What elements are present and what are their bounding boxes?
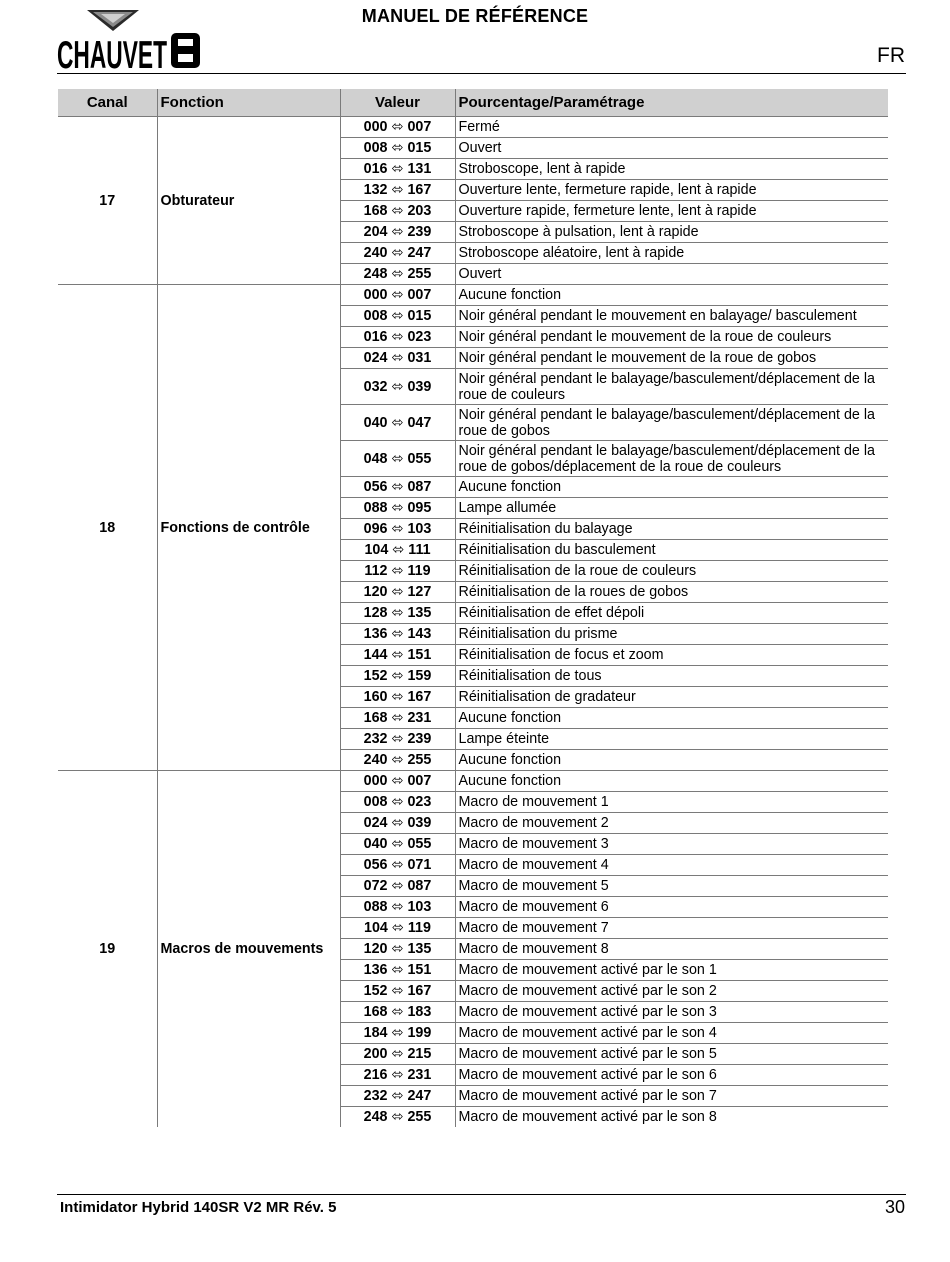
range-start: 072 — [363, 878, 388, 894]
double-arrow-icon: ⬄ — [391, 287, 404, 303]
range-end: 111 — [408, 542, 431, 558]
range-start: 056 — [363, 857, 388, 873]
range-end: 151 — [407, 647, 432, 663]
double-arrow-icon: ⬄ — [391, 161, 404, 177]
dmx-value-range — [340, 117, 455, 138]
double-arrow-icon: ⬄ — [391, 626, 404, 642]
double-arrow-icon: ⬄ — [391, 941, 404, 957]
dmx-value-range — [340, 180, 455, 201]
dmx-value-range — [340, 243, 455, 264]
range-start: 032 — [363, 378, 388, 395]
dmx-value-range — [340, 1023, 455, 1044]
range-start: 132 — [363, 182, 388, 198]
range-end: 095 — [407, 500, 432, 516]
setting-description: Réinitialisation de tous — [455, 666, 888, 687]
range-end: 231 — [407, 1067, 432, 1083]
range-start: 008 — [363, 308, 388, 324]
range-end: 015 — [407, 308, 432, 324]
channel-function: Obturateur — [157, 117, 340, 285]
setting-description: Stroboscope, lent à rapide — [455, 159, 888, 180]
range-start: 232 — [363, 731, 388, 747]
range-start: 104 — [364, 920, 388, 936]
double-arrow-icon: ⬄ — [391, 1025, 404, 1041]
dmx-value-range — [340, 138, 455, 159]
range-end: 135 — [407, 605, 432, 621]
range-end: 183 — [407, 1004, 432, 1020]
table-header-row — [58, 89, 888, 117]
range-start: 112 — [364, 563, 388, 579]
range-end: 023 — [407, 329, 432, 345]
double-arrow-icon: ⬄ — [391, 689, 404, 705]
double-arrow-icon: ⬄ — [391, 1046, 404, 1062]
dmx-value-range — [340, 771, 455, 792]
double-arrow-icon: ⬄ — [391, 731, 404, 747]
setting-description: Macro de mouvement activé par le son 5 — [455, 1044, 888, 1065]
setting-description: Ouvert — [455, 264, 888, 285]
double-arrow-icon: ⬄ — [391, 1088, 404, 1104]
setting-description: Réinitialisation de focus et zoom — [455, 645, 888, 666]
channel-number: 18 — [58, 285, 157, 771]
header-rule — [57, 73, 906, 74]
dmx-value-range — [340, 285, 455, 306]
double-arrow-icon: ⬄ — [391, 878, 404, 894]
dmx-value-range — [340, 1107, 455, 1128]
dmx-value-range — [340, 792, 455, 813]
dmx-value-range — [340, 1044, 455, 1065]
range-start: 204 — [363, 224, 388, 240]
range-start: 144 — [363, 647, 388, 663]
range-start: 168 — [363, 710, 388, 726]
dmx-value-range — [340, 750, 455, 771]
range-end: 167 — [407, 182, 432, 198]
range-end: 239 — [407, 224, 432, 240]
range-end: 131 — [407, 161, 432, 177]
dmx-value-range — [340, 561, 455, 582]
double-arrow-icon: ⬄ — [391, 584, 404, 600]
setting-description: Macro de mouvement activé par le son 2 — [455, 981, 888, 1002]
range-end: 127 — [407, 584, 432, 600]
dmx-value-range — [340, 645, 455, 666]
range-end: 119 — [407, 920, 431, 936]
svg-text:CHAUVET: CHAUVET — [57, 34, 168, 77]
dmx-value-range — [340, 876, 455, 897]
range-start: 056 — [363, 479, 388, 495]
setting-description: Réinitialisation du balayage — [455, 519, 888, 540]
double-arrow-icon: ⬄ — [391, 563, 404, 579]
double-arrow-icon: ⬄ — [391, 245, 404, 261]
range-end: 203 — [407, 203, 432, 219]
setting-description: Macro de mouvement activé par le son 8 — [458, 1109, 717, 1125]
range-start: 008 — [363, 794, 388, 810]
dmx-value-range — [340, 582, 455, 603]
dmx-value-range — [340, 1002, 455, 1023]
setting-description: Réinitialisation de gradateur — [455, 687, 888, 708]
setting-description: Noir général pendant le balayage/basculement/déplacement de la roue de gobos — [455, 405, 888, 441]
setting-description: Macro de mouvement activé par le son 6 — [455, 1065, 888, 1086]
double-arrow-icon: ⬄ — [391, 450, 404, 467]
range-start: 024 — [363, 350, 388, 366]
double-arrow-icon: ⬄ — [391, 710, 404, 726]
double-arrow-icon: ⬄ — [391, 203, 404, 219]
double-arrow-icon: ⬄ — [391, 414, 404, 431]
setting-description: Aucune fonction — [455, 285, 888, 306]
range-start: 120 — [363, 584, 388, 600]
range-start: 160 — [363, 689, 388, 705]
dmx-value-range — [340, 540, 455, 561]
channel-function: Fonctions de contrôle — [157, 285, 340, 771]
setting-description: Macro de mouvement 4 — [455, 855, 888, 876]
setting-description: Macro de mouvement activé par le son 3 — [455, 1002, 888, 1023]
double-arrow-icon: ⬄ — [392, 542, 405, 558]
range-start: 000 — [363, 287, 388, 303]
table-row — [58, 285, 888, 306]
range-end: 023 — [407, 794, 432, 810]
dmx-value-range — [340, 624, 455, 645]
dmx-value-range — [340, 159, 455, 180]
range-end: 255 — [407, 266, 432, 282]
dmx-value-range — [340, 498, 455, 519]
dmx-value-range — [340, 306, 455, 327]
channel-number: 19 — [58, 771, 157, 1128]
range-end: 231 — [407, 710, 432, 726]
manual-title: MANUEL DE RÉFÉRENCE — [361, 6, 589, 26]
dmx-channel-table — [58, 89, 888, 1127]
range-start: 168 — [363, 1004, 388, 1020]
range-end: 215 — [407, 1046, 432, 1062]
setting-description: Noir général pendant le balayage/basculement/déplacement de la roue de couleurs — [455, 369, 888, 405]
dmx-value-range — [340, 813, 455, 834]
dmx-value-range — [340, 1065, 455, 1086]
double-arrow-icon: ⬄ — [391, 479, 404, 495]
column-header-canal: Canal — [58, 89, 157, 117]
range-end: 055 — [407, 836, 432, 852]
range-start: 016 — [363, 329, 388, 345]
double-arrow-icon: ⬄ — [391, 962, 404, 978]
range-end: 103 — [407, 521, 432, 537]
table-row — [58, 771, 888, 792]
dmx-value-range — [340, 369, 455, 405]
setting-description: Réinitialisation de la roues de gobos — [455, 582, 888, 603]
setting-description: Lampe éteinte — [455, 729, 888, 750]
double-arrow-icon: ⬄ — [391, 500, 404, 516]
double-arrow-icon: ⬄ — [391, 857, 404, 873]
channel-function: Macros de mouvements — [157, 771, 340, 1128]
range-start: 240 — [363, 245, 388, 261]
double-arrow-icon: ⬄ — [391, 1109, 404, 1125]
range-end: 151 — [407, 962, 432, 978]
range-end: 135 — [407, 941, 432, 957]
setting-description: Noir général pendant le balayage/basculement/déplacement de la roue de gobos/déplacement de la roue de couleurs — [455, 441, 888, 477]
range-end: 015 — [407, 140, 432, 156]
dmx-value-range — [340, 666, 455, 687]
range-end: 143 — [407, 626, 432, 642]
range-start: 024 — [363, 815, 388, 831]
double-arrow-icon: ⬄ — [391, 378, 404, 395]
footer-document-name: Intimidator Hybrid 140SR V2 MR Rév. 5 — [60, 1199, 337, 1216]
range-start: 152 — [363, 668, 388, 684]
page-number: 30 — [884, 1197, 905, 1217]
dmx-value-range — [340, 687, 455, 708]
range-end: 159 — [407, 668, 432, 684]
setting-description: Stroboscope aléatoire, lent à rapide — [455, 243, 888, 264]
setting-description: Lampe allumée — [455, 498, 888, 519]
range-end: 239 — [407, 731, 432, 747]
range-end: 199 — [407, 1025, 432, 1041]
dmx-value-range — [340, 729, 455, 750]
range-end: 255 — [407, 752, 432, 768]
double-arrow-icon: ⬄ — [391, 899, 404, 915]
double-arrow-icon: ⬄ — [391, 668, 404, 684]
footer-rule — [57, 1194, 906, 1195]
setting-description: Macro de mouvement activé par le son 4 — [455, 1023, 888, 1044]
range-start: 184 — [363, 1025, 388, 1041]
dmx-value-range — [340, 855, 455, 876]
range-end: 055 — [407, 450, 432, 467]
setting-description: Stroboscope à pulsation, lent à rapide — [455, 222, 888, 243]
double-arrow-icon: ⬄ — [391, 605, 404, 621]
double-arrow-icon: ⬄ — [391, 794, 404, 810]
range-start: 240 — [363, 752, 388, 768]
double-arrow-icon: ⬄ — [391, 350, 404, 366]
double-arrow-icon: ⬄ — [391, 140, 404, 156]
double-arrow-icon: ⬄ — [391, 815, 404, 831]
dmx-value-range — [340, 222, 455, 243]
double-arrow-icon: ⬄ — [391, 521, 404, 537]
double-arrow-icon: ⬄ — [391, 224, 404, 240]
dmx-value-range — [340, 348, 455, 369]
range-start: 088 — [363, 899, 388, 915]
dmx-value-range — [340, 201, 455, 222]
double-arrow-icon: ⬄ — [391, 920, 404, 936]
column-header-fonction: Fonction — [157, 89, 340, 117]
range-start: 000 — [363, 773, 388, 789]
dmx-value-range — [340, 918, 455, 939]
column-header-valeur: Valeur — [340, 89, 455, 117]
range-end: 255 — [407, 1109, 432, 1125]
double-arrow-icon: ⬄ — [391, 983, 404, 999]
dmx-value-range — [340, 834, 455, 855]
range-end: 047 — [407, 414, 432, 431]
range-end: 007 — [407, 119, 432, 135]
column-header-parametrage: Pourcentage/Paramétrage — [455, 89, 888, 117]
range-end: 039 — [407, 378, 432, 395]
range-start: 152 — [363, 983, 388, 999]
dmx-value-range — [340, 603, 455, 624]
dmx-value-range — [340, 981, 455, 1002]
double-arrow-icon: ⬄ — [391, 647, 404, 663]
setting-description: Fermé — [455, 117, 888, 138]
setting-description: Noir général pendant le mouvement en balayage/ basculement — [455, 306, 888, 327]
dmx-value-range — [340, 405, 455, 441]
range-start: 040 — [363, 836, 388, 852]
setting-description: Réinitialisation du prisme — [455, 624, 888, 645]
range-end: 071 — [407, 857, 432, 873]
setting-description: Noir général pendant le mouvement de la roue de gobos — [455, 348, 888, 369]
range-end: 167 — [407, 689, 432, 705]
range-start: 048 — [363, 450, 388, 467]
range-start: 232 — [363, 1088, 388, 1104]
range-end: 031 — [407, 350, 432, 366]
setting-description: Macro de mouvement 5 — [455, 876, 888, 897]
range-end: 247 — [407, 1088, 432, 1104]
setting-description: Ouverture lente, fermeture rapide, lent à rapide — [455, 180, 888, 201]
setting-description: Ouvert — [455, 138, 888, 159]
double-arrow-icon: ⬄ — [391, 266, 404, 282]
setting-description: Aucune fonction — [455, 750, 888, 771]
setting-description: Macro de mouvement activé par le son 1 — [455, 960, 888, 981]
setting-description: Macro de mouvement 7 — [455, 918, 888, 939]
range-end: 007 — [407, 287, 432, 303]
range-start: 016 — [363, 161, 388, 177]
dmx-value-range — [340, 960, 455, 981]
dmx-value-range — [340, 477, 455, 498]
double-arrow-icon: ⬄ — [391, 329, 404, 345]
range-end: 247 — [407, 245, 432, 261]
range-start: 120 — [363, 941, 388, 957]
range-start: 248 — [363, 1109, 388, 1125]
setting-description: Macro de mouvement activé par le son 7 — [455, 1086, 888, 1107]
setting-description: Macro de mouvement 2 — [455, 813, 888, 834]
range-start: 136 — [363, 626, 388, 642]
range-end: 167 — [407, 983, 432, 999]
double-arrow-icon: ⬄ — [391, 1067, 404, 1083]
dmx-value-range — [340, 939, 455, 960]
dmx-value-range — [340, 441, 455, 477]
table-row — [58, 117, 888, 138]
range-start: 088 — [363, 500, 388, 516]
setting-description: Macro de mouvement 6 — [455, 897, 888, 918]
setting-description: Macro de mouvement 3 — [455, 834, 888, 855]
dmx-value-range — [340, 897, 455, 918]
range-start: 136 — [363, 962, 388, 978]
range-start: 200 — [363, 1046, 388, 1062]
language-code: FR — [877, 44, 905, 67]
setting-description: Ouverture rapide, fermeture lente, lent à rapide — [455, 201, 888, 222]
range-end: 007 — [407, 773, 432, 789]
setting-description: Macro de mouvement 8 — [455, 939, 888, 960]
double-arrow-icon: ⬄ — [391, 308, 404, 324]
range-start: 104 — [364, 542, 389, 558]
range-start: 128 — [363, 605, 388, 621]
range-end: 087 — [407, 878, 432, 894]
setting-description: Aucune fonction — [455, 477, 888, 498]
range-start: 168 — [363, 203, 388, 219]
setting-description: Réinitialisation du basculement — [455, 540, 888, 561]
range-end: 087 — [407, 479, 432, 495]
range-start: 096 — [363, 521, 388, 537]
channel-number: 17 — [58, 117, 157, 285]
setting-description: Aucune fonction — [455, 708, 888, 729]
range-start: 248 — [363, 266, 388, 282]
dmx-value-range — [340, 519, 455, 540]
range-end: 103 — [407, 899, 432, 915]
setting-description: Macro de mouvement 1 — [455, 792, 888, 813]
double-arrow-icon: ⬄ — [391, 773, 404, 789]
dmx-value-range — [340, 708, 455, 729]
range-start: 216 — [363, 1067, 388, 1083]
table-body — [58, 117, 888, 1128]
double-arrow-icon: ⬄ — [391, 119, 404, 135]
double-arrow-icon: ⬄ — [391, 182, 404, 198]
range-start: 000 — [363, 119, 388, 135]
range-start: 040 — [363, 414, 388, 431]
dmx-value-range — [340, 1086, 455, 1107]
double-arrow-icon: ⬄ — [391, 1004, 404, 1020]
dmx-value-range — [340, 264, 455, 285]
double-arrow-icon: ⬄ — [391, 836, 404, 852]
dmx-value-range — [340, 327, 455, 348]
setting-description: Réinitialisation de effet dépoli — [455, 603, 888, 624]
setting-description: Noir général pendant le mouvement de la roue de couleurs — [455, 327, 888, 348]
range-start: 008 — [363, 140, 388, 156]
setting-description: Réinitialisation de la roue de couleurs — [455, 561, 888, 582]
double-arrow-icon: ⬄ — [391, 752, 404, 768]
range-end: 039 — [407, 815, 432, 831]
setting-description: Aucune fonction — [455, 771, 888, 792]
range-end: 119 — [407, 563, 431, 579]
